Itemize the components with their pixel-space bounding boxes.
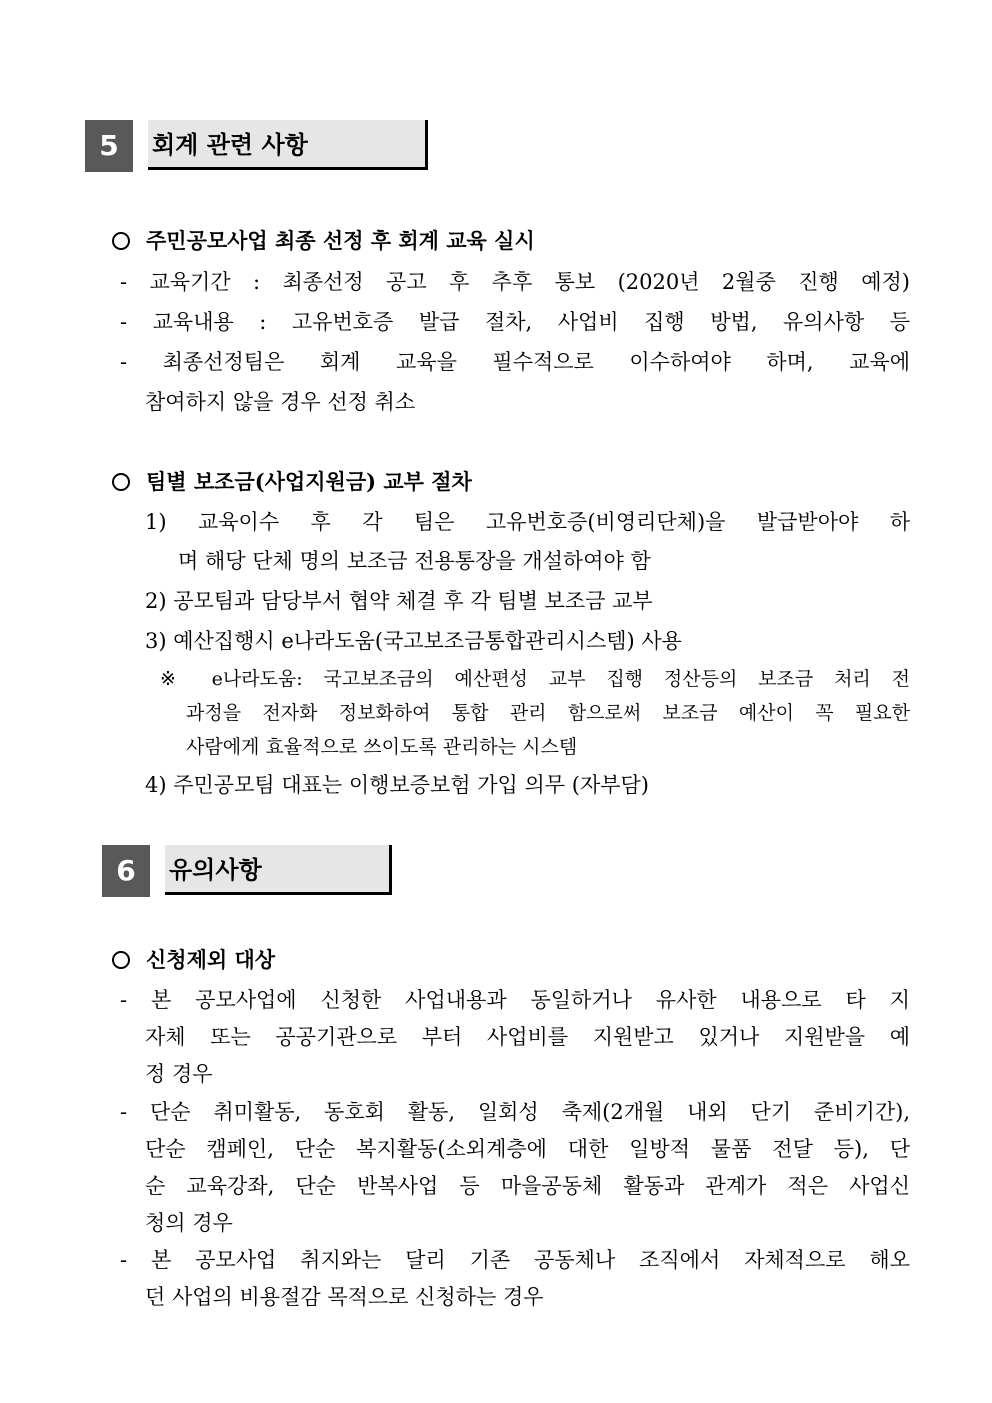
s5-g2-item-1b: 며 해당 단체 명의 보조금 전용통장을 개설하여야 함 [178,549,651,573]
s6-g1-heading-row [112,945,275,975]
s5-g2-note-3: 사람에게 효율적으로 쓰이도록 관리하는 시스템 [186,736,578,758]
s5-g2-item-2: 2) 공모팀과 담당부서 협약 체결 후 각 팀별 보조금 교부 [145,589,653,613]
s5-g2-item-1a: 1) 교육이수 후 각 팀은 고유번호증(비영리단체)을 발급받아야 하 [145,510,910,534]
s5-g1-heading: 주민공모사업 최종 선정 후 회계 교육 실시 [146,228,535,253]
s6-g1-heading: 신청제외 대상 [146,947,276,972]
section-5-header [85,120,430,172]
s6-g1-line-8: - 본 공모사업 취지와는 달리 기존 공동체나 조직에서 자체적으로 해오 [120,1248,910,1272]
s5-g1-line-2: - 교육내용 : 고유번호증 발급 절차, 사업비 집행 방법, 유의사항 등 [120,310,910,334]
section-6-number: 6 [102,845,150,897]
s6-g1-line-2: 자체 또는 공공기관으로 부터 사업비를 지원받고 있거나 지원받을 예 [145,1025,910,1049]
circle-bullet-icon [112,951,130,969]
s5-g1-line-3: - 최종선정팀은 회계 교육을 필수적으로 이수하여야 하며, 교육에 [120,350,910,374]
s6-g1-line-5: 단순 캠페인, 단순 복지활동(소외계층에 대한 일방적 물품 전달 등), 단 [145,1137,910,1161]
s5-g2-item-3: 3) 예산집행시 e나라도움(국고보조금통합관리시스템) 사용 [145,629,682,653]
s5-g2-note-2: 과정을 전자화 정보화하여 통합 관리 함으로써 보조금 예산이 꼭 필요한 [186,702,910,724]
s6-g1-line-1: - 본 공모사업에 신청한 사업내용과 동일하거나 유사한 내용으로 타 지 [120,988,910,1012]
s6-g1-line-4: - 단순 취미활동, 동호회 활동, 일회성 축제(2개월 내외 단기 준비기간), [120,1100,910,1124]
s5-g1-line-4: 참여하지 않을 경우 선정 취소 [145,390,416,414]
section-5-title: 회계 관련 사항 [148,120,428,170]
s5-g1-line-1: - 교육기간 : 최종선정 공고 후 추후 통보 (2020년 2월중 진행 예정) [120,270,910,294]
section-6-title: 유의사항 [165,845,392,895]
s6-g1-line-9: 던 사업의 비용절감 목적으로 신청하는 경우 [145,1285,544,1309]
s6-g1-line-3: 정 경우 [145,1062,213,1086]
s5-g2-heading-row [112,467,472,497]
s5-g2-note-1: ※ e나라도움: 국고보조금의 예산편성 교부 집행 정산등의 보조금 처리 전 [160,668,910,690]
s5-g2-item-4: 4) 주민공모팀 대표는 이행보증보험 가입 의무 (자부담) [145,773,649,797]
s6-g1-line-6: 순 교육강좌, 단순 반복사업 등 마을공동체 활동과 관계가 적은 사업신 [145,1174,910,1198]
circle-bullet-icon [112,473,130,491]
circle-bullet-icon [112,232,130,250]
section-5-number: 5 [85,120,133,172]
s5-g2-heading: 팀별 보조금(사업지원금) 교부 절차 [146,469,472,494]
s5-g1-heading-row [112,226,535,256]
s6-g1-line-7: 청의 경우 [145,1211,233,1235]
section-6-header [102,845,394,897]
